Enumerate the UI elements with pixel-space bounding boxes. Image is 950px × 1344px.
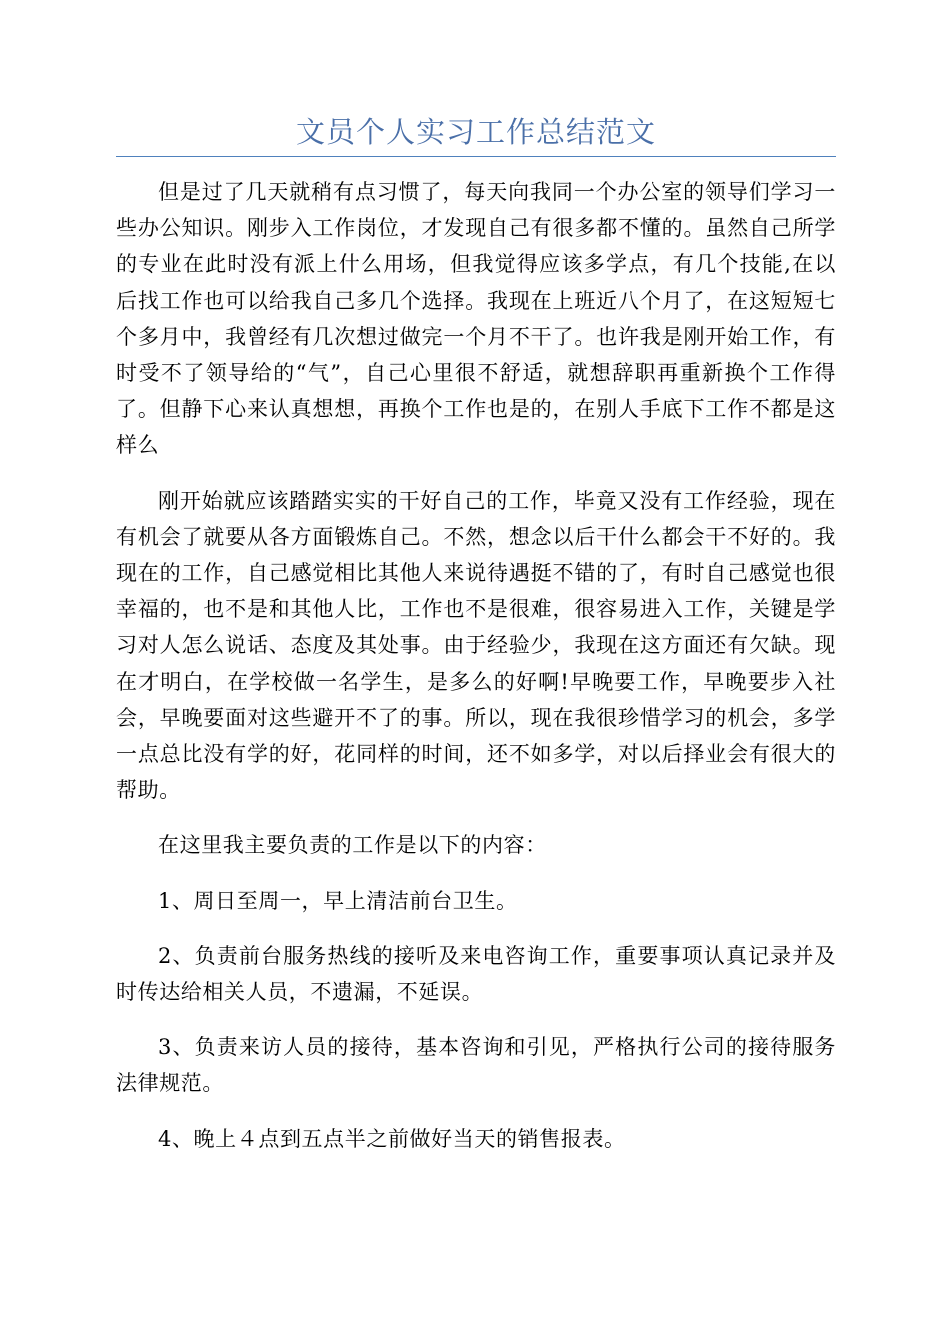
- duty-item-2: 2、负责前台服务热线的接听及来电咨询工作，重要事项认真记录并及时传达给相关人员，不遗漏，不延误。: [116, 943, 836, 1005]
- duty-item-3: 3、负责来访人员的接待，基本咨询和引见，严格执行公司的接待服务法律规范。: [116, 1035, 836, 1096]
- document-page: [116, 110, 836, 1176]
- document-title: 文员个人实习工作总结范文: [295, 115, 656, 149]
- duty-item-1: 1、周日至周一，早上清洁前台卫生。: [158, 888, 518, 913]
- body-paragraph-1: 但是过了几天就稍有点习惯了，每天向我同一个办公室的领导们学习一些办公知识。刚步入工作岗位，才发现自己有很多都不懂的。虽然自己所学的专业在此时没有派上什么用场，但我觉得应该多学点，有几个技能,在以后找工作也可以给我自己多几个选择。我现在上班近八个月了，在这短短七个多月中，我曾经有几次想过做完一个月不干了。也许我是刚开始工作，有时受不了领导给的“气”，自己心里很不舒适，就想辞职再重新换个工作得了。但静下心来认真想想，再换个工作也是的，在别人手底下工作不都是这样么: [116, 180, 836, 458]
- body-paragraph-2: 刚开始就应该踏踏实实的干好自己的工作，毕竟又没有工作经验，现在有机会了就要从各方面锻炼自己。不然，想念以后干什么都会干不好的。我现在的工作，自己感觉相比其他人来说待遇挺不错的了，有时自己感觉也很幸福的，也不是和其他人比，工作也不是很难，很容易进入工作，关键是学习对人怎么说话、态度及其处事。由于经验少，我现在这方面还有欠缺。现在才明白，在学校做一名学生，是多么的好啊!早晚要工作，早晚要步入社会，早晚要面对这些避开不了的事。所以，现在我很珍惜学习的机会，多学一点总比没有学的好，花同样的时间，还不如多学，对以后择业会有很大的帮助。: [116, 488, 836, 803]
- title-underline: [116, 156, 836, 157]
- duties-intro: 在这里我主要负责的工作是以下的内容：: [158, 833, 547, 858]
- document-body: [116, 174, 836, 1157]
- duty-item-4: 4、晚上４点到五点半之前做好当天的销售报表。: [158, 1126, 626, 1151]
